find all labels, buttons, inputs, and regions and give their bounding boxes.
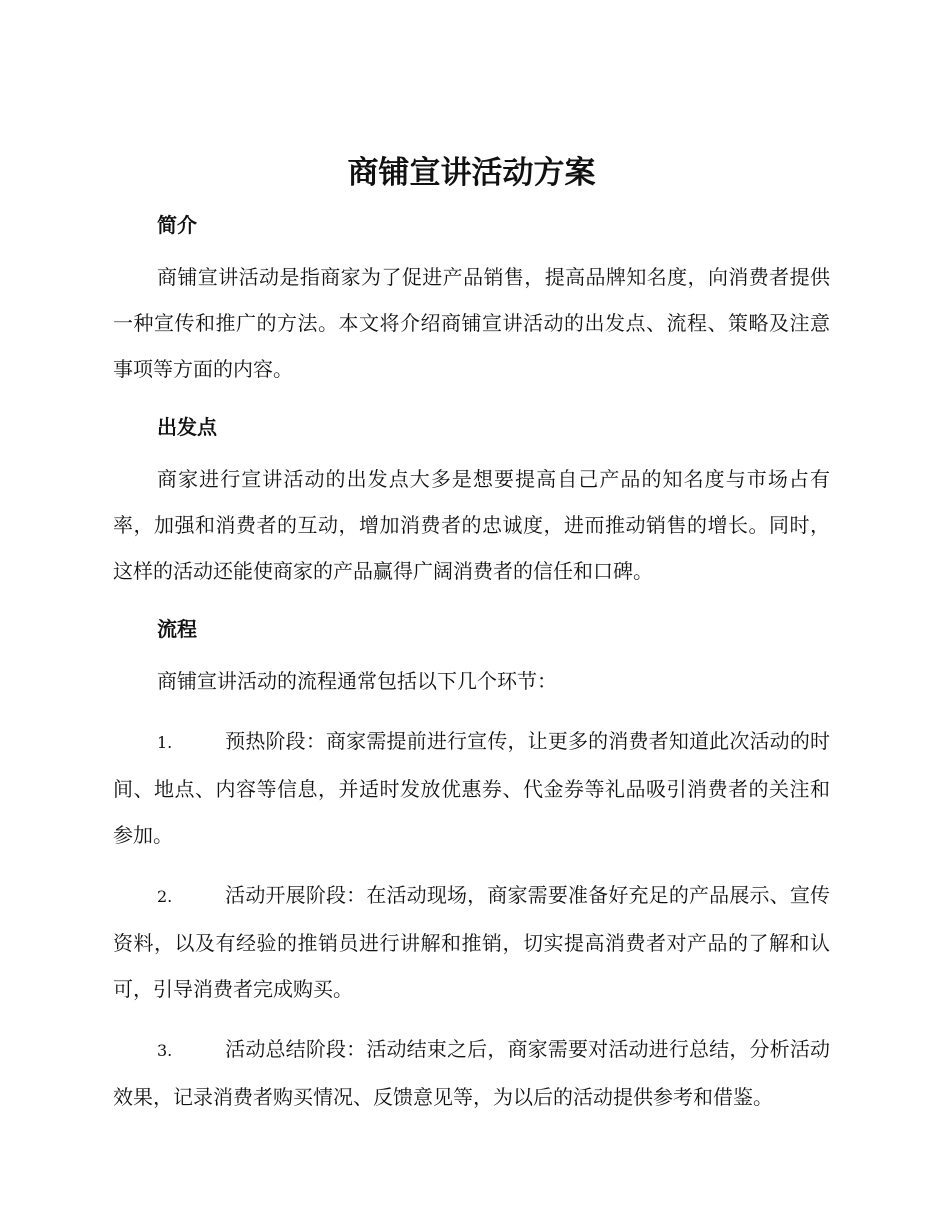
list-item-text: 活动开展阶段：在活动现场，商家需要准备好充足的产品展示、宣传资料，以及有经验的推销员进行讲解和推销，切实提高消费者对产品的了解和认可，引导消费者完成购买。 <box>113 883 830 1001</box>
process-list-item <box>113 718 830 858</box>
list-item-text: 预热阶段：商家需提前进行宣传，让更多的消费者知道此次活动的时间、地点、内容等信息，并适时发放优惠券、代金券等礼品吸引消费者的关注和参加。 <box>113 729 830 847</box>
section-heading-intro: 简介 <box>157 213 197 237</box>
list-item-text: 活动总结阶段：活动结束之后，商家需要对活动进行总结，分析活动效果，记录消费者购买情况、反馈意见等，为以后的活动提供参考和借鉴。 <box>113 1037 830 1109</box>
list-item-number: 3. <box>157 1041 173 1060</box>
list-item-number: 1. <box>157 733 173 752</box>
process-intro-paragraph: 商铺宣讲活动的流程通常包括以下几个环节： <box>157 669 557 693</box>
intro-paragraph: 商铺宣讲活动是指商家为了促进产品销售，提高品牌知名度，向消费者提供一种宣传和推广的方法。本文将介绍商铺宣讲活动的出发点、流程、策略及注意事项等方面的内容。 <box>113 265 830 381</box>
list-item-number: 2. <box>157 887 173 906</box>
process-list-item <box>113 1026 830 1120</box>
section-heading-motivation: 出发点 <box>157 415 217 439</box>
document-title: 商铺宣讲活动方案 <box>347 155 596 191</box>
document-body <box>113 150 830 1120</box>
section-heading-process: 流程 <box>157 617 197 641</box>
motivation-paragraph: 商家进行宣讲活动的出发点大多是想要提高自己产品的知名度与市场占有率，加强和消费者的互动，增加消费者的忠诚度，进而推动销售的增长。同时，这样的活动还能使商家的产品赢得广阔消费者的信任和口碑。 <box>113 467 830 583</box>
process-list-item <box>113 872 830 1012</box>
